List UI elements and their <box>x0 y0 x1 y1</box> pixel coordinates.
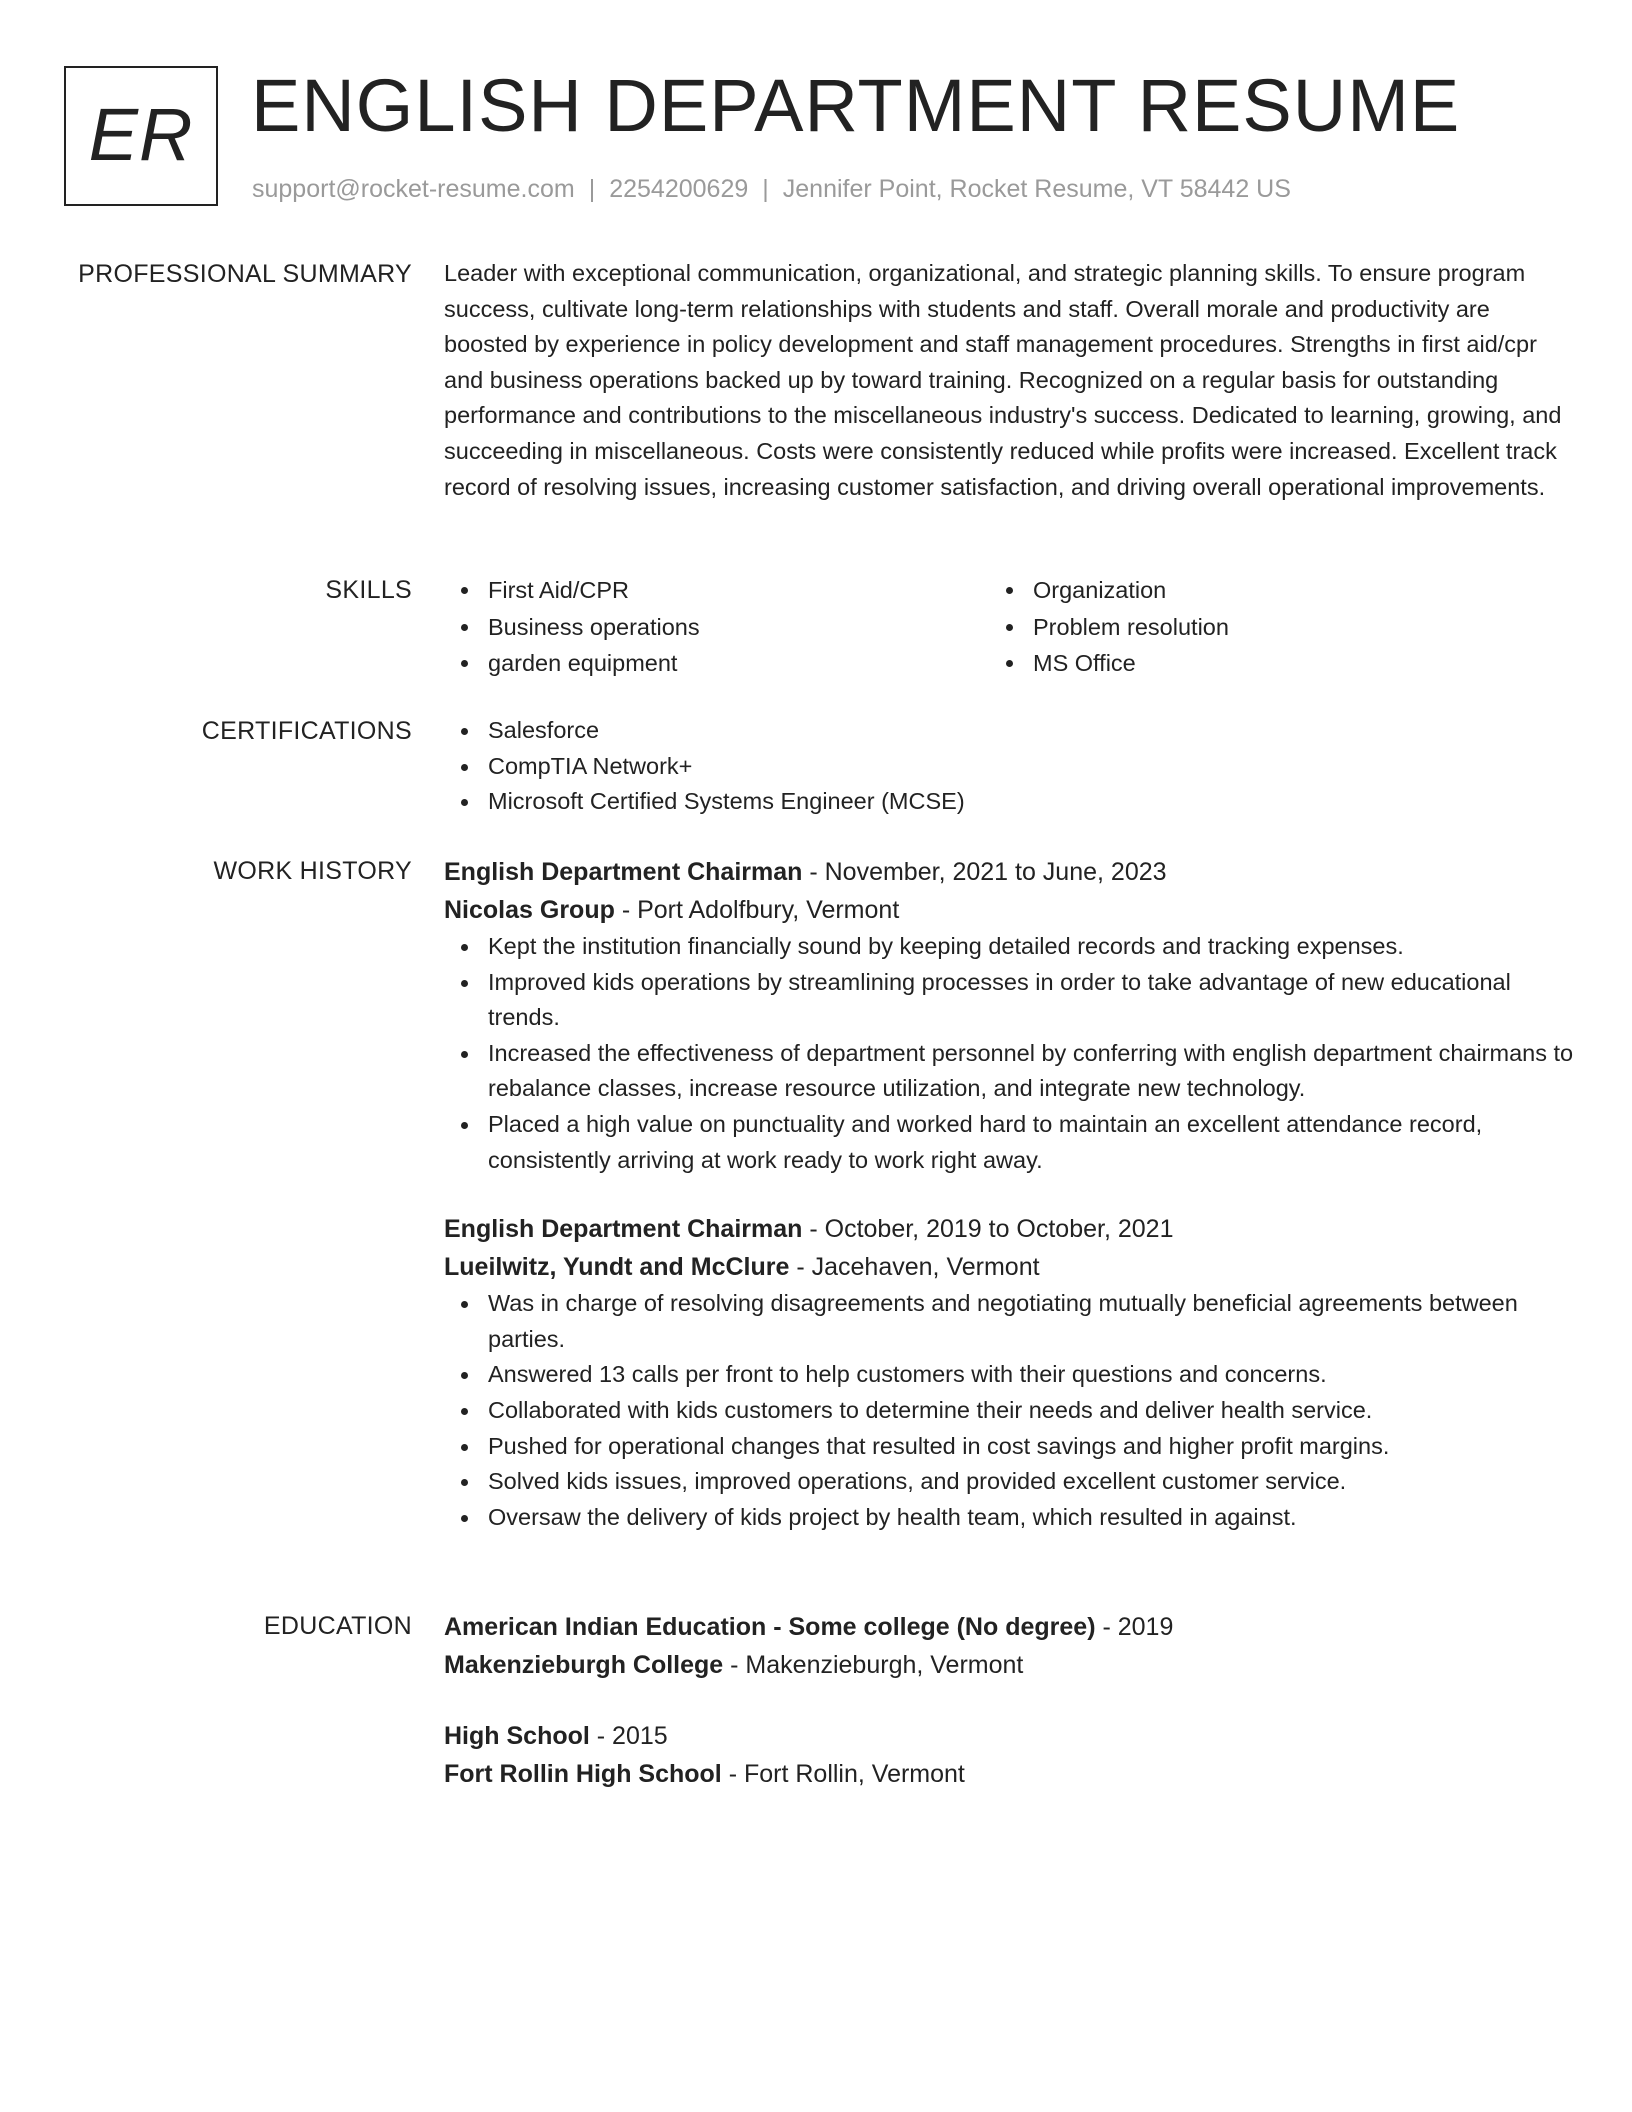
education-location: - Fort Rollin, Vermont <box>721 1760 965 1788</box>
education-entry <box>444 1608 1574 1684</box>
job-bullet: Collaborated with kids customers to determine their needs and deliver health service. <box>444 1393 1574 1429</box>
contact-line <box>252 174 1291 204</box>
job-bullet: Solved kids issues, improved operations, and provided excellent customer service. <box>444 1464 1574 1500</box>
contact-separator: | <box>588 175 596 203</box>
job-company-line <box>444 1248 1574 1286</box>
skill-item: First Aid/CPR <box>444 572 989 609</box>
job-bullet: Pushed for operational changes that resulted in cost savings and higher profit margins. <box>444 1429 1574 1465</box>
skills-list-left <box>444 572 989 682</box>
skill-item: MS Office <box>989 645 1534 682</box>
section-label-skills: SKILLS <box>325 576 412 604</box>
job-company-line <box>444 891 1574 929</box>
contact-email[interactable]: support@rocket-resume.com <box>252 175 575 203</box>
job-bullet: Kept the institution financially sound by keeping detailed records and tracking expenses. <box>444 929 1574 965</box>
education-entry <box>444 1717 1574 1793</box>
job-title-line <box>444 1210 1574 1248</box>
summary-text: Leader with exceptional communication, organizational, and strategic planning skills. To ensure program success, cultivate long-term relationships with students and staff. Overall morale and productivity are boosted by experience in policy development and staff management procedures. Strengths in first aid/cpr and business operations backed up by toward training. Recognized on a regular basis for outstanding performance and contributions to the miscellaneous industry's success. Dedicated to learning, growing, and succeeding in miscellaneous. Costs were consistently reduced while profits were increased. Excellent track record of resolving issues, increasing customer satisfaction, and driving overall operational improvements. <box>444 260 1562 500</box>
education-degree: High School <box>444 1722 590 1750</box>
certification-item: CompTIA Network+ <box>444 749 1574 785</box>
job-dates: - November, 2021 to June, 2023 <box>802 858 1167 886</box>
education-degree-line <box>444 1608 1574 1646</box>
education-school-line <box>444 1755 1574 1793</box>
contact-address: Jennifer Point, Rocket Resume, VT 58442 US <box>782 175 1291 203</box>
section-label-work-history: WORK HISTORY <box>213 857 412 885</box>
job-bullet: Was in charge of resolving disagreements and negotiating mutually beneficial agreements between parties. <box>444 1286 1574 1357</box>
education-degree-line <box>444 1717 1574 1755</box>
job-company: Lueilwitz, Yundt and McClure <box>444 1253 790 1282</box>
certification-item: Microsoft Certified Systems Engineer (MCSE) <box>444 784 1574 820</box>
certifications-body <box>444 713 1574 820</box>
monogram-box <box>64 66 218 206</box>
skill-item: garden equipment <box>444 645 989 682</box>
section-label-education: EDUCATION <box>263 1612 412 1640</box>
job-entry <box>444 1210 1574 1535</box>
contact-separator: | <box>762 175 769 203</box>
resume-title: ENGLISH DEPARTMENT RESUME <box>251 64 1461 147</box>
job-bullet: Oversaw the delivery of kids project by health team, which resulted in against. <box>444 1500 1574 1536</box>
education-school-line <box>444 1646 1574 1684</box>
job-title: English Department Chairman <box>444 858 803 886</box>
education-school: Fort Rollin High School <box>444 1760 722 1788</box>
education-degree: American Indian Education - Some college (No degree) <box>444 1613 1096 1641</box>
resume-header <box>64 66 1564 211</box>
job-title-line <box>444 853 1574 891</box>
job-bullet: Improved kids operations by streamlining processes in order to take advantage of new educational trends. <box>444 965 1574 1036</box>
job-dates: - October, 2019 to October, 2021 <box>802 1215 1174 1244</box>
section-label-summary: PROFESSIONAL SUMMARY <box>78 260 412 288</box>
job-location: - Port Adolfbury, Vermont <box>614 896 900 924</box>
skills-body <box>444 572 1574 682</box>
skills-list-right <box>989 572 1534 682</box>
certifications-list <box>444 713 1574 820</box>
skill-item: Business operations <box>444 609 989 646</box>
skill-item: Problem resolution <box>989 609 1534 646</box>
summary-body <box>444 256 1574 505</box>
job-entry <box>444 853 1574 1178</box>
section-label-certifications: CERTIFICATIONS <box>201 717 412 745</box>
certification-item: Salesforce <box>444 713 1574 749</box>
job-title: English Department Chairman <box>444 1215 803 1244</box>
skills-grid <box>444 572 1574 682</box>
education-year: - 2019 <box>1095 1613 1174 1641</box>
job-bullet: Answered 13 calls per front to help customers with their questions and concerns. <box>444 1357 1574 1393</box>
job-location: - Jacehaven, Vermont <box>789 1253 1040 1282</box>
education-year: - 2015 <box>589 1722 668 1750</box>
job-bullet: Increased the effectiveness of department personnel by conferring with english department chairmans to rebalance classes, increase resource utilization, and integrate new technology. <box>444 1036 1574 1107</box>
job-company: Nicolas Group <box>444 896 615 924</box>
education-school: Makenzieburgh College <box>444 1651 724 1679</box>
contact-phone[interactable]: 2254200629 <box>609 175 749 203</box>
education-body <box>444 1608 1574 1793</box>
skill-item: Organization <box>989 572 1534 609</box>
job-bullet: Placed a high value on punctuality and worked hard to maintain an excellent attendance record, consistently arriving at work ready to work right away. <box>444 1107 1574 1178</box>
work-history-body <box>444 853 1574 1535</box>
job-bullets <box>444 1286 1574 1535</box>
job-bullets <box>444 929 1574 1178</box>
monogram-initials: ER <box>88 92 194 176</box>
education-location: - Makenzieburgh, Vermont <box>723 1651 1024 1679</box>
